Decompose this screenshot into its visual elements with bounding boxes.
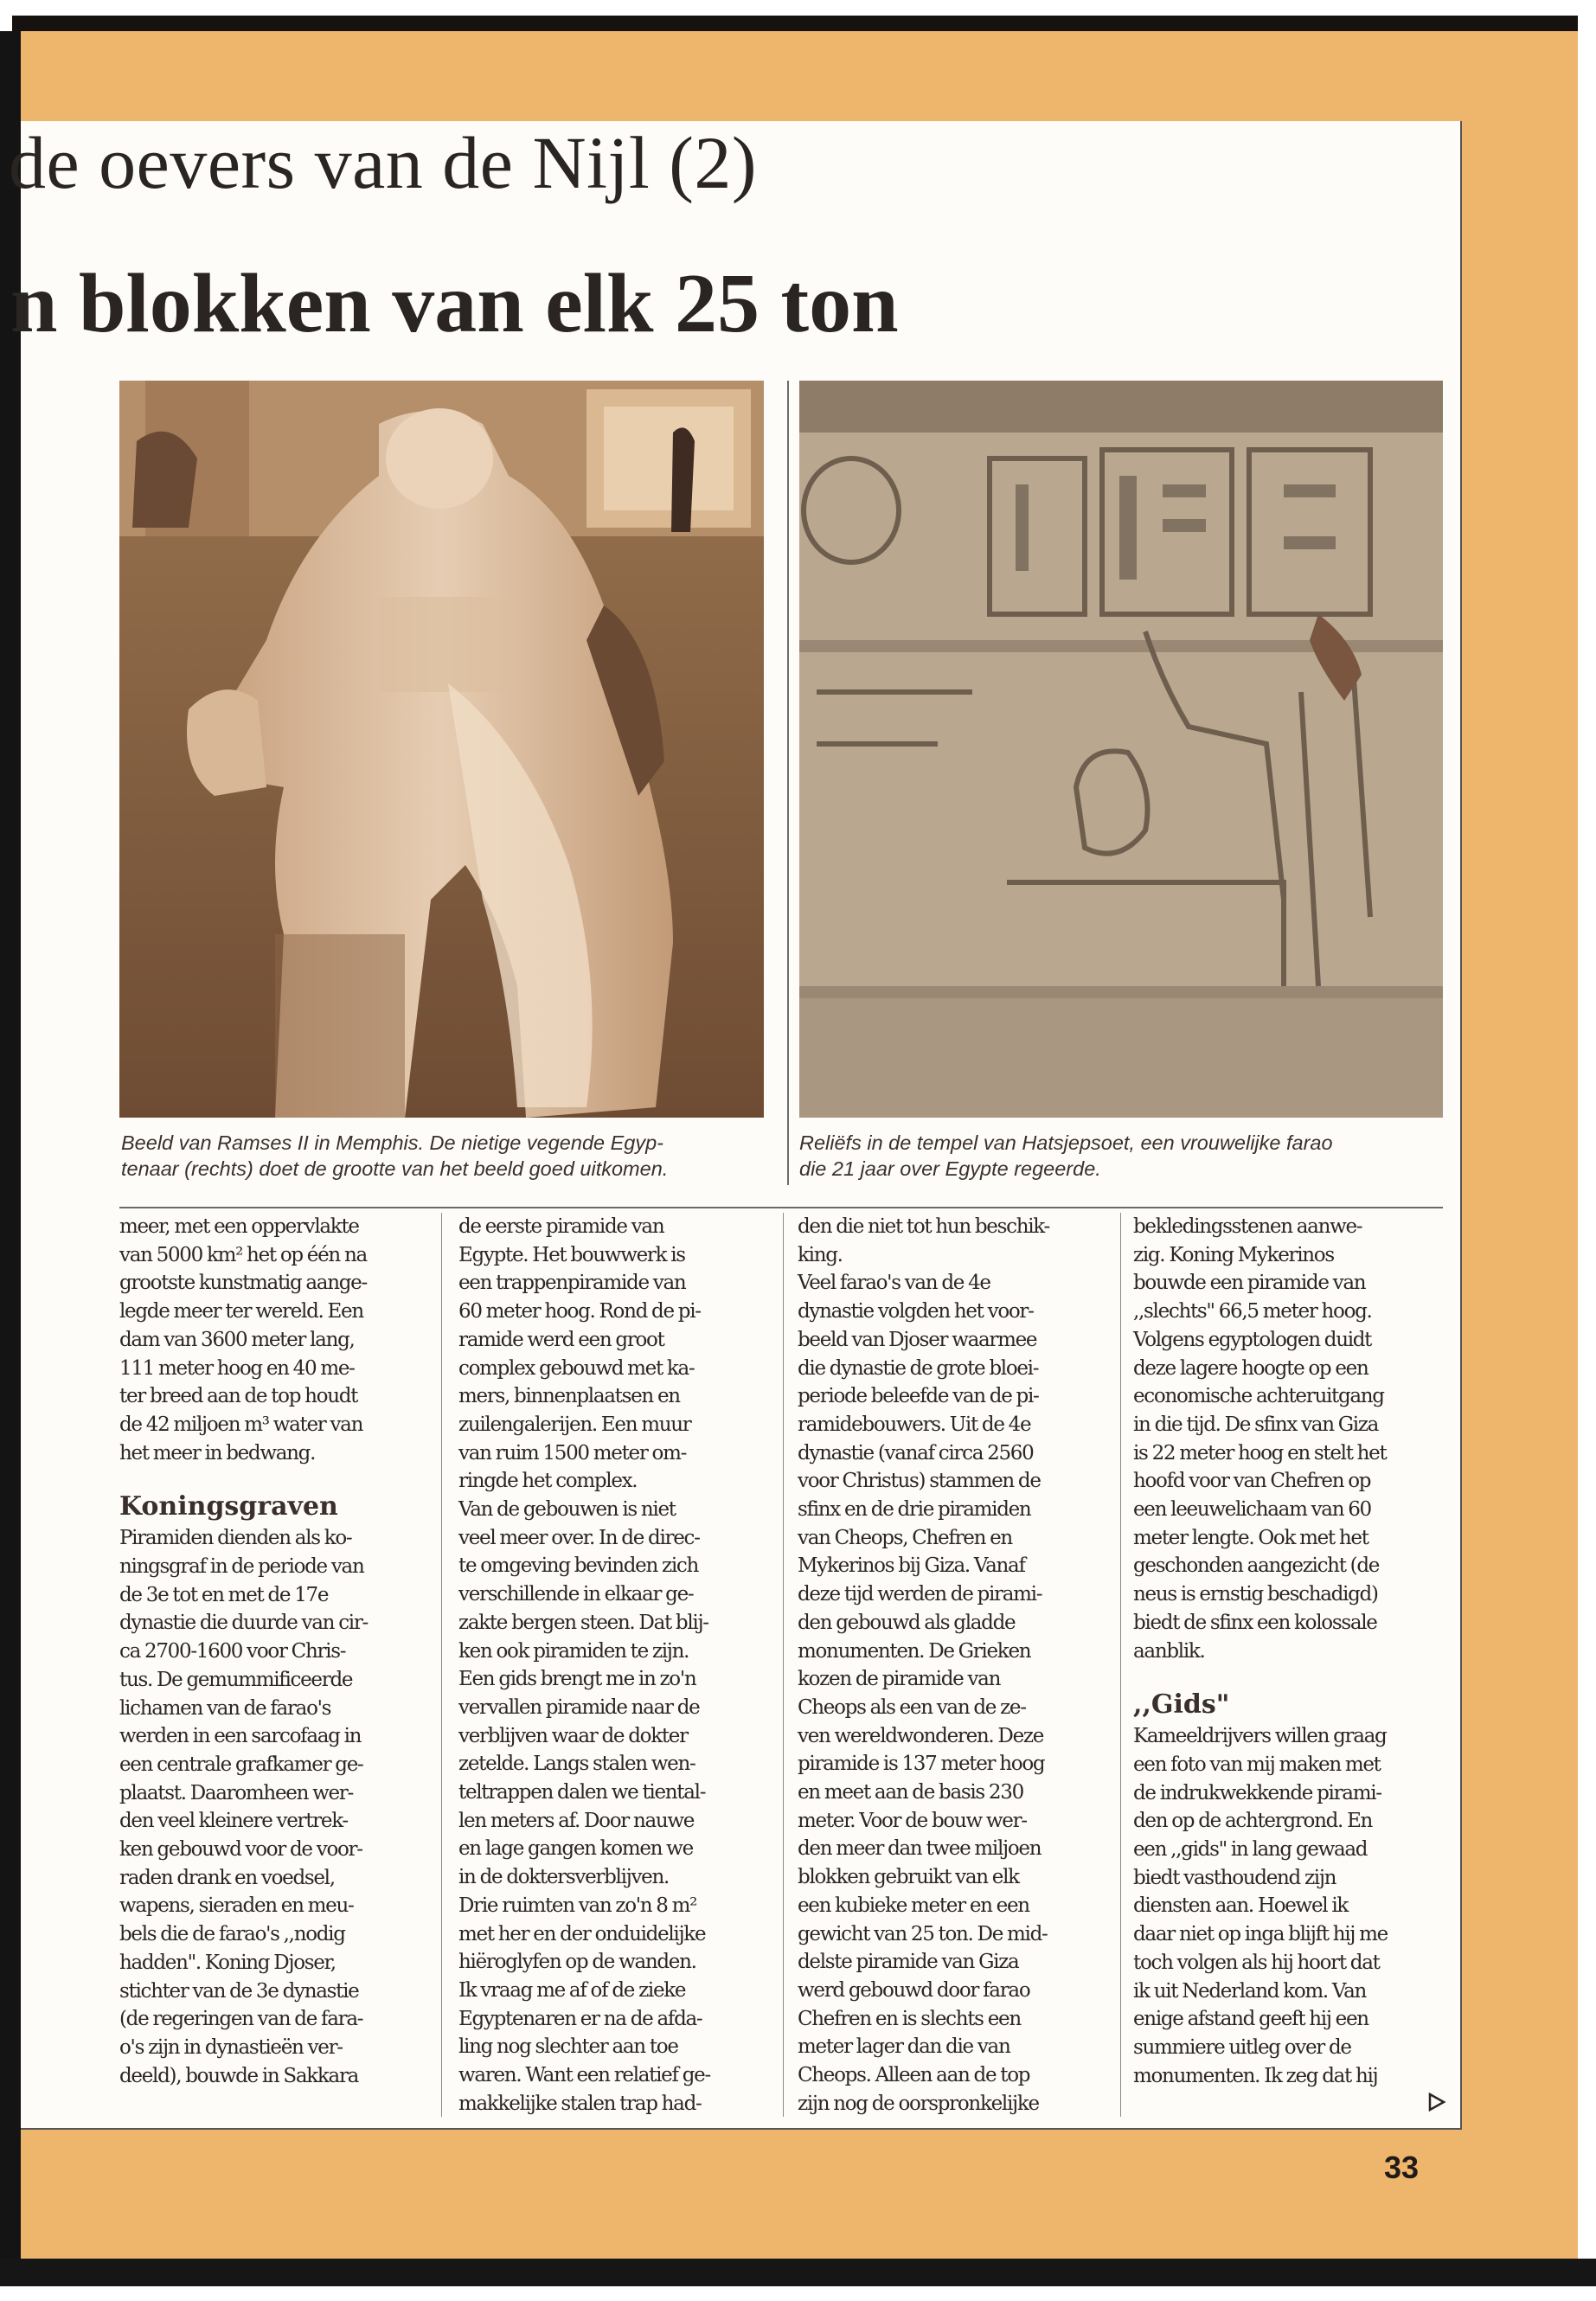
- text-line: zuilengalerijen. Een muur: [458, 1413, 691, 1436]
- text-line: mers, binnenplaatsen en: [458, 1385, 680, 1408]
- text-line: het meer in bedwang.: [119, 1441, 316, 1465]
- text-line: verschillende in elkaar ge-: [458, 1583, 694, 1606]
- text-line: grootste kunstmatig aange-: [119, 1272, 367, 1295]
- text-line: ,,slechts" 66,5 meter hoog.: [1133, 1300, 1372, 1324]
- text-line: van 5000 km² het op één na: [119, 1243, 367, 1266]
- scan-border-left: [0, 31, 21, 2272]
- text-line: van ruim 1500 meter om-: [458, 1441, 687, 1465]
- text-line: complex gebouwd met ka-: [458, 1356, 695, 1380]
- text-line: enige afstand geeft hij een: [1133, 2008, 1368, 2031]
- text-line: sfinx en de drie piramiden: [798, 1498, 1031, 1522]
- text-line: ter breed aan de top houdt: [119, 1385, 358, 1408]
- text-line: bekledingsstenen aanwe-: [1133, 1215, 1362, 1238]
- text-line: monumenten. De Grieken: [798, 1639, 1031, 1663]
- text-line: len meters af. Door nauwe: [458, 1809, 695, 1832]
- column-divider: [783, 1213, 784, 2117]
- text-line: delste piramide van Giza: [798, 1951, 1019, 1974]
- text-line: 111 meter hoog en 40 me-: [119, 1356, 355, 1380]
- text-line: een leeuwelichaam van 60: [1133, 1498, 1371, 1522]
- text-line: Egyptenaren er na de afda-: [458, 2007, 702, 2030]
- text-line: dynastie volgden het voor-: [798, 1300, 1034, 1324]
- text-column-2: [458, 1213, 770, 2118]
- text-line: o's zijn in dynastieën ver-: [119, 2035, 343, 2059]
- continue-arrow-icon: [1427, 2092, 1446, 2112]
- text-column-3: [798, 1213, 1109, 2118]
- text-line: Cheops als een van de ze-: [798, 1695, 1026, 1719]
- text-line: dynastie (vanaf circa 2560: [798, 1441, 1034, 1465]
- text-line: beeld van Djoser waarmee: [798, 1328, 1037, 1351]
- text-line: zijn nog de oorspronkelijke: [798, 2092, 1039, 2115]
- text-line: en meet aan de basis 230: [798, 1781, 1023, 1804]
- text-line: in die tijd. De sfinx van Giza: [1133, 1413, 1379, 1436]
- caption-left-line: Beeld van Ramses II in Memphis. De nietige vegende Egyp-: [121, 1131, 663, 1154]
- column-divider: [441, 1213, 442, 2117]
- photo-ramses-statue: [119, 381, 764, 1118]
- photo-hatshepsut-relief: [799, 381, 1443, 1118]
- text-line: den gebouwd als gladde: [798, 1611, 1016, 1634]
- text-line: verblijven waar de dokter: [458, 1724, 688, 1747]
- column-divider: [1120, 1213, 1121, 2117]
- text-line: monumenten. Ik zeg dat hij: [1133, 2064, 1378, 2087]
- text-line: ca 2700-1600 voor Chris-: [119, 1640, 346, 1663]
- text-line: hadden". Koning Djoser,: [119, 1951, 336, 1974]
- text-line: die dynastie de grote bloei-: [798, 1356, 1039, 1380]
- text-line: Volgens egyptologen duidt: [1133, 1328, 1372, 1351]
- text-line: den meer dan twee miljoen: [798, 1837, 1042, 1861]
- text-line: meter lengte. Ook met het: [1133, 1526, 1368, 1549]
- text-line: in de doktersverblijven.: [458, 1866, 669, 1889]
- text-line: voor Christus) stammen de: [798, 1470, 1041, 1493]
- text-line: daar niet op inga blijft hij me: [1133, 1923, 1388, 1946]
- text-line: (de regeringen van de fara-: [119, 2008, 363, 2031]
- text-line: ningsgraf in de periode van: [119, 1555, 364, 1579]
- text-line: met her en der onduidelijke: [458, 1922, 706, 1945]
- text-line: zetelde. Langs stalen wen-: [458, 1753, 695, 1776]
- text-line: ik uit Nederland kom. Van: [1133, 1979, 1367, 2003]
- text-line: neus is ernstig beschadigd): [1133, 1583, 1378, 1606]
- text-line: ringde het complex.: [458, 1470, 638, 1493]
- photo-divider: [787, 381, 789, 1185]
- text-line: meter. Voor de bouw wer-: [798, 1809, 1027, 1832]
- text-line: een trappenpiramide van: [458, 1272, 686, 1295]
- text-line: plaatst. Daaromheen wer-: [119, 1781, 353, 1804]
- text-line: ken gebouwd voor de voor-: [119, 1838, 362, 1862]
- bleed-through-text: [865, 138, 878, 196]
- text-line: aanblik.: [1133, 1639, 1205, 1663]
- caption-left-line: tenaar (rechts) doet de grootte van het beeld goed uitkomen.: [121, 1157, 669, 1180]
- text-line: dynastie die duurde van cir-: [119, 1612, 368, 1635]
- text-line: economische achteruitgang: [1133, 1385, 1384, 1408]
- page-number: 33: [1384, 2150, 1420, 2185]
- paragraph-gap: [119, 1467, 431, 1490]
- paragraph-gap: [1133, 1665, 1445, 1688]
- text-line: raden drank en voedsel,: [119, 1866, 335, 1889]
- text-line: blokken gebruikt van elk: [798, 1866, 1019, 1889]
- text-line: een ,,gids" in lang gewaad: [1133, 1838, 1368, 1862]
- text-line: toch volgen als hij hoort dat: [1133, 1951, 1380, 1974]
- text-line: summiere uitleg over de: [1133, 2035, 1351, 2059]
- caption-left: [121, 1130, 779, 1182]
- text-line: tus. De gemummificeerde: [119, 1668, 353, 1691]
- caption-right: [799, 1130, 1457, 1182]
- text-line: een centrale grafkamer ge-: [119, 1753, 363, 1776]
- text-line: bouwde een piramide van: [1133, 1272, 1366, 1295]
- text-line: periode beleefde van de pi-: [798, 1385, 1039, 1408]
- text-line: kozen de piramide van: [798, 1668, 1001, 1691]
- text-line: hoofd voor van Chefren op: [1133, 1470, 1371, 1493]
- text-line: meter lager dan die van: [798, 2035, 1010, 2059]
- text-line: biedt de sfinx een kolossale: [1133, 1611, 1377, 1634]
- text-line: Chefren en is slechts een: [798, 2007, 1021, 2030]
- text-line: piramide is 137 meter hoog: [798, 1753, 1045, 1776]
- text-line: diensten aan. Hoewel ik: [1133, 1894, 1349, 1918]
- text-line: zig. Koning Mykerinos: [1133, 1243, 1334, 1266]
- text-line: Ik vraag me af of de zieke: [458, 1978, 686, 2002]
- section-heading: ,,Gids": [1133, 1689, 1230, 1721]
- text-line: gewicht van 25 ton. De mid-: [798, 1922, 1048, 1945]
- text-line: bels die de farao's ,,nodig: [119, 1923, 345, 1946]
- text-line: en lage gangen komen we: [458, 1837, 693, 1861]
- text-line: den op de achtergrond. En: [1133, 1810, 1373, 1833]
- text-line: Drie ruimten van zo'n 8 m²: [458, 1894, 697, 1917]
- text-line: makkelijke stalen trap had-: [458, 2092, 702, 2115]
- text-line: ken ook piramiden te zijn.: [458, 1639, 689, 1663]
- text-line: dam van 3600 meter lang,: [119, 1328, 355, 1351]
- headline-line-1: de oevers van de Nijl (2): [9, 121, 758, 204]
- text-line: lichamen van de farao's: [119, 1696, 331, 1720]
- text-line: wapens, sieraden en meu-: [119, 1894, 354, 1918]
- headline-line-2: n blokken van elk 25 ton: [10, 257, 899, 350]
- text-column-1: [119, 1213, 431, 2090]
- text-line: ramidebouwers. Uit de 4e: [798, 1413, 1031, 1436]
- text-line: deeld), bouwde in Sakkara: [119, 2064, 359, 2087]
- text-line: ramide werd een groot: [458, 1328, 664, 1351]
- text-line: stichter van de 3e dynastie: [119, 1979, 359, 2003]
- text-line: zakte bergen steen. Dat blij-: [458, 1611, 708, 1634]
- text-line: de eerste piramide van: [458, 1215, 664, 1238]
- text-line: biedt vasthoudend zijn: [1133, 1866, 1336, 1889]
- text-line: de 3e tot en met de 17e: [119, 1583, 329, 1606]
- text-line: teltrappen dalen we tiental-: [458, 1781, 706, 1804]
- text-line: hiëroglyfen op de wanden.: [458, 1951, 696, 1974]
- text-line: vervallen piramide naar de: [458, 1695, 700, 1719]
- text-line: legde meer ter wereld. Een: [119, 1300, 363, 1324]
- text-line: geschonden aangezicht (de: [1133, 1554, 1380, 1578]
- text-line: king.: [798, 1243, 843, 1266]
- text-line: Mykerinos bij Giza. Vanaf: [798, 1554, 1025, 1578]
- text-line: Kameeldrijvers willen graag: [1133, 1725, 1387, 1748]
- text-line: waren. Want een relatief ge-: [458, 2064, 710, 2087]
- caption-rule: [119, 1207, 1443, 1208]
- text-column-4: [1133, 1213, 1445, 2090]
- text-line: den veel kleinere vertrek-: [119, 1810, 348, 1833]
- text-line: Van de gebouwen is niet: [458, 1498, 676, 1522]
- text-line: de indrukwekkende pirami-: [1133, 1781, 1381, 1804]
- text-line: ling nog slechter aan toe: [458, 2035, 678, 2059]
- caption-right-line: Reliëfs in de tempel van Hatsjepsoet, een vrouwelijke farao: [799, 1131, 1333, 1154]
- text-line: deze tijd werden de pirami-: [798, 1583, 1042, 1606]
- scan-margin-bottom: [0, 2286, 1596, 2301]
- text-line: een foto van mij maken met: [1133, 1753, 1381, 1776]
- text-line: meer, met een oppervlakte: [119, 1215, 359, 1238]
- scan-border-top: [0, 0, 1596, 31]
- text-line: veel meer over. In de direc-: [458, 1526, 700, 1549]
- text-line: 60 meter hoog. Rond de pi-: [458, 1300, 701, 1324]
- text-line: een kubieke meter en een: [798, 1894, 1029, 1917]
- text-line: van Cheops, Chefren en: [798, 1526, 1012, 1549]
- caption-right-line: die 21 jaar over Egypte regeerde.: [799, 1157, 1101, 1180]
- text-line: Een gids brengt me in zo'n: [458, 1668, 696, 1691]
- text-line: ven wereldwonderen. Deze: [798, 1724, 1044, 1747]
- section-heading: Koningsgraven: [119, 1491, 338, 1522]
- text-line: de 42 miljoen m³ water van: [119, 1413, 363, 1436]
- text-line: Egypte. Het bouwwerk is: [458, 1243, 685, 1266]
- text-line: den die niet tot hun beschik-: [798, 1215, 1049, 1238]
- text-line: Veel farao's van de 4e: [798, 1272, 990, 1295]
- text-line: Piramiden dienden als ko-: [119, 1527, 352, 1550]
- text-line: te omgeving bevinden zich: [458, 1554, 698, 1578]
- text-line: Cheops. Alleen aan de top: [798, 2064, 1030, 2087]
- text-line: is 22 meter hoog en stelt het: [1133, 1441, 1387, 1465]
- text-line: werden in een sarcofaag in: [119, 1725, 362, 1748]
- text-line: werd gebouwd door farao: [798, 1978, 1030, 2002]
- text-line: deze lagere hoogte op een: [1133, 1356, 1368, 1380]
